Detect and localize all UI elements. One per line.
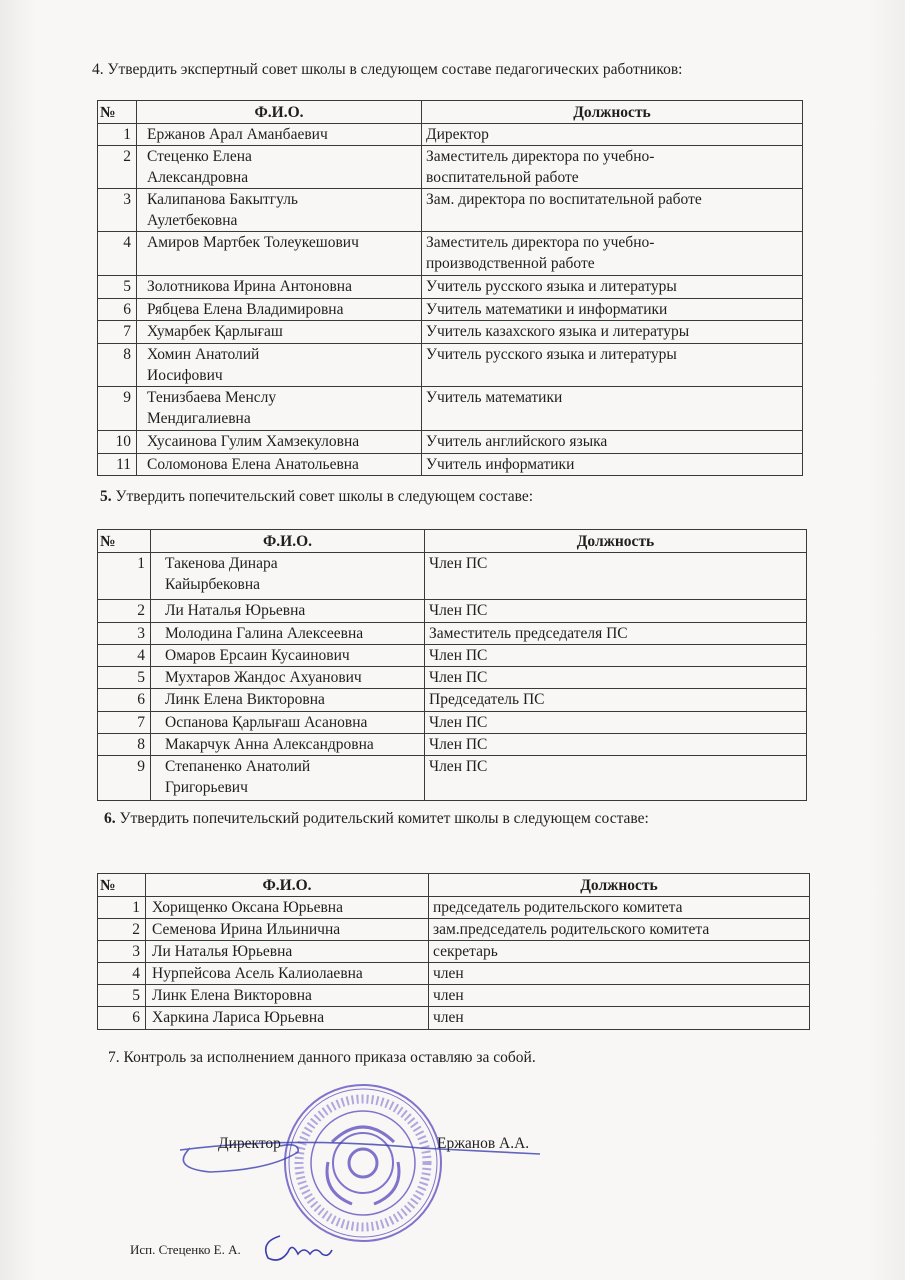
person-position: член	[429, 963, 810, 985]
person-position: Член ПС	[425, 756, 807, 801]
table-row	[98, 189, 803, 232]
person-name: Хомин Анатолий Иосифович	[137, 344, 422, 387]
column-header-position: Должность	[425, 530, 807, 553]
person-position: член	[429, 985, 810, 1007]
person-position: Председатель ПС	[425, 689, 807, 712]
row-number: 1	[98, 553, 151, 600]
person-name: Тенизбаева Менслу Мендигалиевна	[137, 387, 422, 431]
row-number: 1	[98, 124, 137, 146]
table-row	[98, 667, 807, 689]
section-6-text: Утвердить попечительский родительский комитет школы в следующем составе:	[119, 810, 649, 827]
row-number: 10	[98, 431, 137, 454]
person-position: Член ПС	[425, 712, 807, 734]
person-name: Золотникова Ирина Антоновна	[137, 276, 422, 299]
table-row	[98, 985, 810, 1007]
person-name: Хусаинова Гулим Хамзекуловна	[137, 431, 422, 454]
table-row	[98, 232, 803, 276]
table-row	[98, 1007, 810, 1030]
table-row	[98, 553, 807, 600]
person-name: Соломонова Елена Анатольевна	[137, 454, 422, 476]
person-name: Ли Наталья Юрьевна	[146, 941, 429, 963]
person-name: Хорищенко Оксана Юрьевна	[146, 897, 429, 919]
table-row	[98, 454, 803, 476]
person-position: Член ПС	[425, 734, 807, 756]
person-position: секретарь	[429, 941, 810, 963]
person-position: Заместитель директора по учебно- воспитательной работе	[422, 146, 803, 189]
row-number: 5	[98, 985, 146, 1007]
person-name: Ержанов Арал Аманбаевич	[137, 124, 422, 146]
person-name: Такенова Динара Кайырбековна	[151, 553, 425, 600]
column-header-number: №	[98, 874, 146, 897]
section-5-number: 5.	[100, 488, 112, 505]
table-row	[98, 963, 810, 985]
person-name: Макарчук Анна Александровна	[151, 734, 425, 756]
row-number: 5	[98, 667, 151, 689]
person-position: Заместитель директора по учебно- производственной работе	[422, 232, 803, 276]
row-number: 2	[98, 600, 151, 623]
row-number: 3	[98, 941, 146, 963]
table-row	[98, 734, 807, 756]
column-header-position: Должность	[422, 101, 803, 124]
table-row	[98, 124, 803, 146]
parent-committee-table	[97, 873, 810, 1030]
person-position: Учитель математики и информатики	[422, 299, 803, 321]
table-row	[98, 919, 810, 941]
person-position: зам.председатель родительского комитета	[429, 919, 810, 941]
row-number: 3	[98, 623, 151, 645]
table-row	[98, 756, 807, 801]
person-position: Директор	[422, 124, 803, 146]
column-header-name: Ф.И.О.	[137, 101, 422, 124]
person-name: Ли Наталья Юрьевна	[151, 600, 425, 623]
row-number: 8	[98, 344, 137, 387]
table-row	[98, 689, 807, 712]
person-name: Оспанова Қарлығаш Асановна	[151, 712, 425, 734]
section-5-heading	[100, 488, 533, 506]
column-header-name: Ф.И.О.	[146, 874, 429, 897]
person-name: Хумарбек Қарлығаш	[137, 321, 422, 344]
person-position: председатель родительского комитета	[429, 897, 810, 919]
person-name: Рябцева Елена Владимировна	[137, 299, 422, 321]
table-row	[98, 387, 803, 431]
table-row	[98, 276, 803, 299]
table-header-row	[98, 101, 803, 124]
table-row	[98, 600, 807, 623]
row-number: 6	[98, 299, 137, 321]
executor-label: Исп. Стеценко Е. А.	[130, 1242, 241, 1257]
row-number: 4	[98, 645, 151, 667]
expert-council-table	[97, 100, 803, 476]
table-row	[98, 897, 810, 919]
person-position: Учитель информатики	[422, 454, 803, 476]
table-header-row	[98, 874, 810, 897]
row-number: 2	[98, 146, 137, 189]
person-position: Учитель математики	[422, 387, 803, 431]
person-name: Линк Елена Викторовна	[151, 689, 425, 712]
row-number: 2	[98, 919, 146, 941]
table-row	[98, 431, 803, 454]
person-name: Нурпейсова Асель Калиолаевна	[146, 963, 429, 985]
row-number: 3	[98, 189, 137, 232]
person-name: Мухтаров Жандос Ахуанович	[151, 667, 425, 689]
section-6-heading	[104, 810, 649, 828]
signature-name: Ержанов А.А.	[437, 1135, 530, 1152]
person-name: Линк Елена Викторовна	[146, 985, 429, 1007]
row-number: 7	[98, 712, 151, 734]
column-header-number: №	[98, 101, 137, 124]
person-position: Учитель русского языка и литературы	[422, 344, 803, 387]
section-4-heading: 4. Утвердить экспертный совет школы в следующем составе педагогических работников:	[92, 61, 683, 78]
person-position: Заместитель председателя ПС	[425, 623, 807, 645]
person-position: Член ПС	[425, 645, 807, 667]
person-position: член	[429, 1007, 810, 1030]
table-row	[98, 146, 803, 189]
person-name: Калипанова Бакытгуль Аулетбековна	[137, 189, 422, 232]
table-row	[98, 941, 810, 963]
column-header-number: №	[98, 530, 151, 553]
signature-title: Директор	[218, 1135, 281, 1152]
row-number: 8	[98, 734, 151, 756]
row-number: 11	[98, 454, 137, 476]
section-7-heading: 7. Контроль за исполнением данного приказа оставляю за собой.	[108, 1049, 536, 1066]
person-name: Молодина Галина Алексеевна	[151, 623, 425, 645]
table-row	[98, 712, 807, 734]
table-row	[98, 344, 803, 387]
person-name: Стеценко Елена Александровна	[137, 146, 422, 189]
table-row	[98, 645, 807, 667]
person-position: Учитель английского языка	[422, 431, 803, 454]
person-position: Член ПС	[425, 600, 807, 623]
column-header-position: Должность	[429, 874, 810, 897]
table-row	[98, 623, 807, 645]
person-name: Харкина Лариса Юрьевна	[146, 1007, 429, 1030]
person-position: Учитель казахского языка и литературы	[422, 321, 803, 344]
row-number: 1	[98, 897, 146, 919]
row-number: 9	[98, 756, 151, 801]
row-number: 7	[98, 321, 137, 344]
person-name: Амиров Мартбек Толеукешович	[137, 232, 422, 276]
table-row	[98, 321, 803, 344]
person-position: Зам. директора по воспитательной работе	[422, 189, 803, 232]
executor-signature	[258, 1228, 338, 1268]
row-number: 5	[98, 276, 137, 299]
table-header-row	[98, 530, 807, 553]
section-6-number: 6.	[104, 810, 116, 827]
row-number: 4	[98, 963, 146, 985]
row-number: 4	[98, 232, 137, 276]
person-position: Член ПС	[425, 553, 807, 600]
person-position: Член ПС	[425, 667, 807, 689]
row-number: 6	[98, 1007, 146, 1030]
board-of-trustees-table	[97, 529, 807, 801]
row-number: 6	[98, 689, 151, 712]
section-5-text: Утвердить попечительский совет школы в следующем составе:	[115, 488, 534, 505]
person-name: Омаров Ерсаин Кусаинович	[151, 645, 425, 667]
person-name: Степаненко Анатолий Григорьевич	[151, 756, 425, 801]
person-position: Учитель русского языка и литературы	[422, 276, 803, 299]
column-header-name: Ф.И.О.	[151, 530, 425, 553]
table-row	[98, 299, 803, 321]
row-number: 9	[98, 387, 137, 431]
person-name: Семенова Ирина Ильинична	[146, 919, 429, 941]
